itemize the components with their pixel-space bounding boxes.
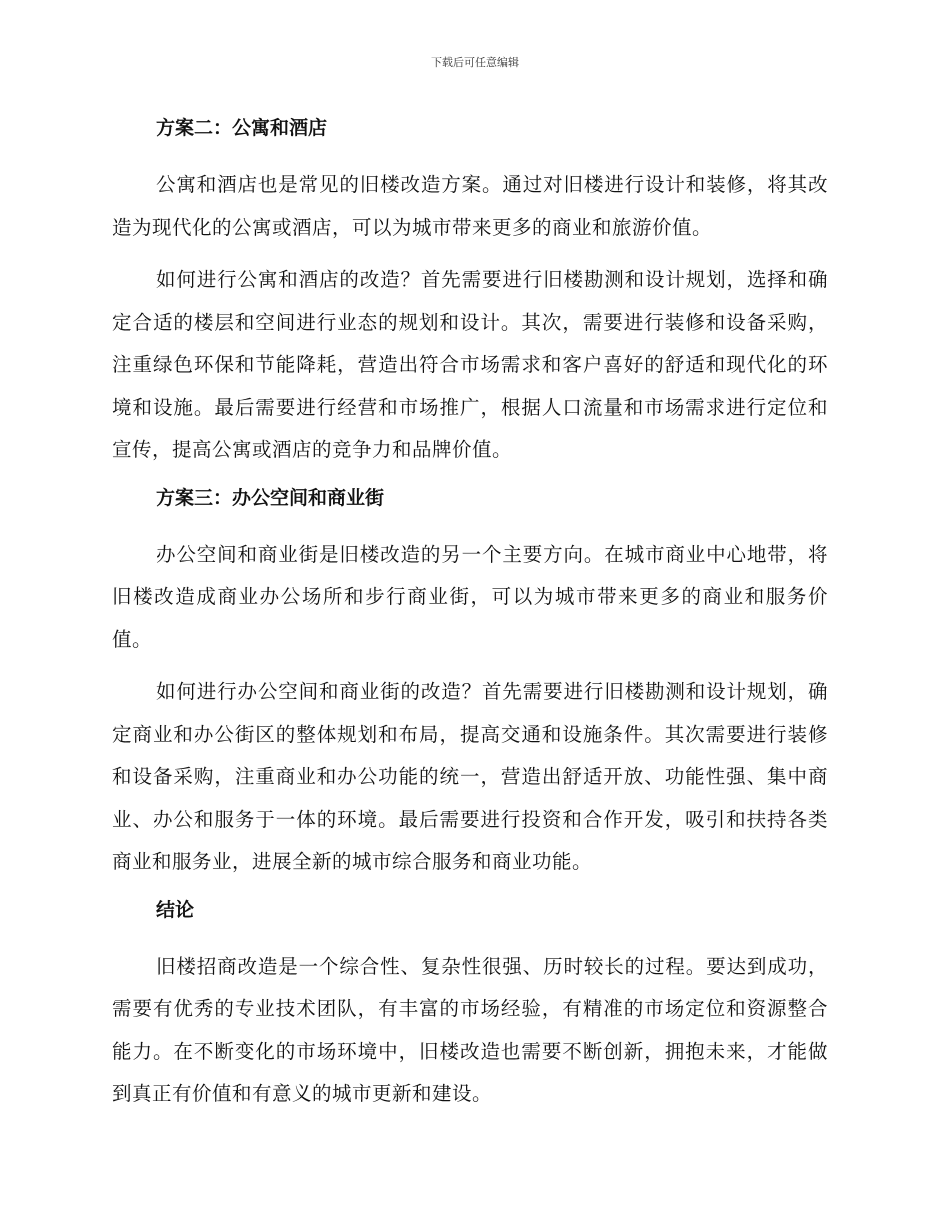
paragraph: 如何进行公寓和酒店的改造？首先需要进行旧楼勘测和设计规划，选择和确定合适的楼层和空间进行业态的规划和设计。其次，需要进行装修和设备采购，注重绿色环保和节能降耗，营造出符合市场需求和客户喜好的舒适和现代化的环境和设施。最后需要进行经营和市场推广，根据人口流量和市场需求进行定位和宣传，提高公寓或酒店的竞争力和品牌价值。 bbox=[112, 268, 828, 461]
paragraph: 旧楼招商改造是一个综合性、复杂性很强、历时较长的过程。要达到成功，需要有优秀的专业技术团队，有丰富的市场经验，有精准的市场定位和资源整合能力。在不断变化的市场环境中，旧楼改造也需要不断创新，拥抱未来，才能做到真正有价值和有意义的城市更新和建设。 bbox=[112, 954, 828, 1105]
document-body bbox=[112, 112, 828, 1116]
paragraph: 公寓和酒店也是常见的旧楼改造方案。通过对旧楼进行设计和装修，将其改造为现代化的公寓或酒店，可以为城市带来更多的商业和旅游价值。 bbox=[112, 173, 828, 239]
section-heading-office-commercial-street: 方案三：办公空间和商业街 bbox=[156, 486, 385, 509]
paragraph: 办公空间和商业街是旧楼改造的另一个主要方向。在城市商业中心地带，将旧楼改造成商业办公场所和步行商业街，可以为城市带来更多的商业和服务价值。 bbox=[112, 542, 828, 651]
section-heading-conclusion: 结论 bbox=[156, 898, 195, 921]
page-header-note: 下载后可任意编辑 bbox=[431, 56, 519, 69]
paragraph: 如何进行办公空间和商业街的改造？首先需要进行旧楼勘测和设计规划，确定商业和办公街区的整体规划和布局，提高交通和设施条件。其次需要进行装修和设备采购，注重商业和办公功能的统一，营造出舒适开放、功能性强、集中商业、办公和服务于一体的环境。最后需要进行投资和合作开发，吸引和扶持各类商业和服务业，进展全新的城市综合服务和商业功能。 bbox=[112, 680, 828, 873]
section-heading-apartments-hotels: 方案二：公寓和酒店 bbox=[156, 117, 328, 139]
